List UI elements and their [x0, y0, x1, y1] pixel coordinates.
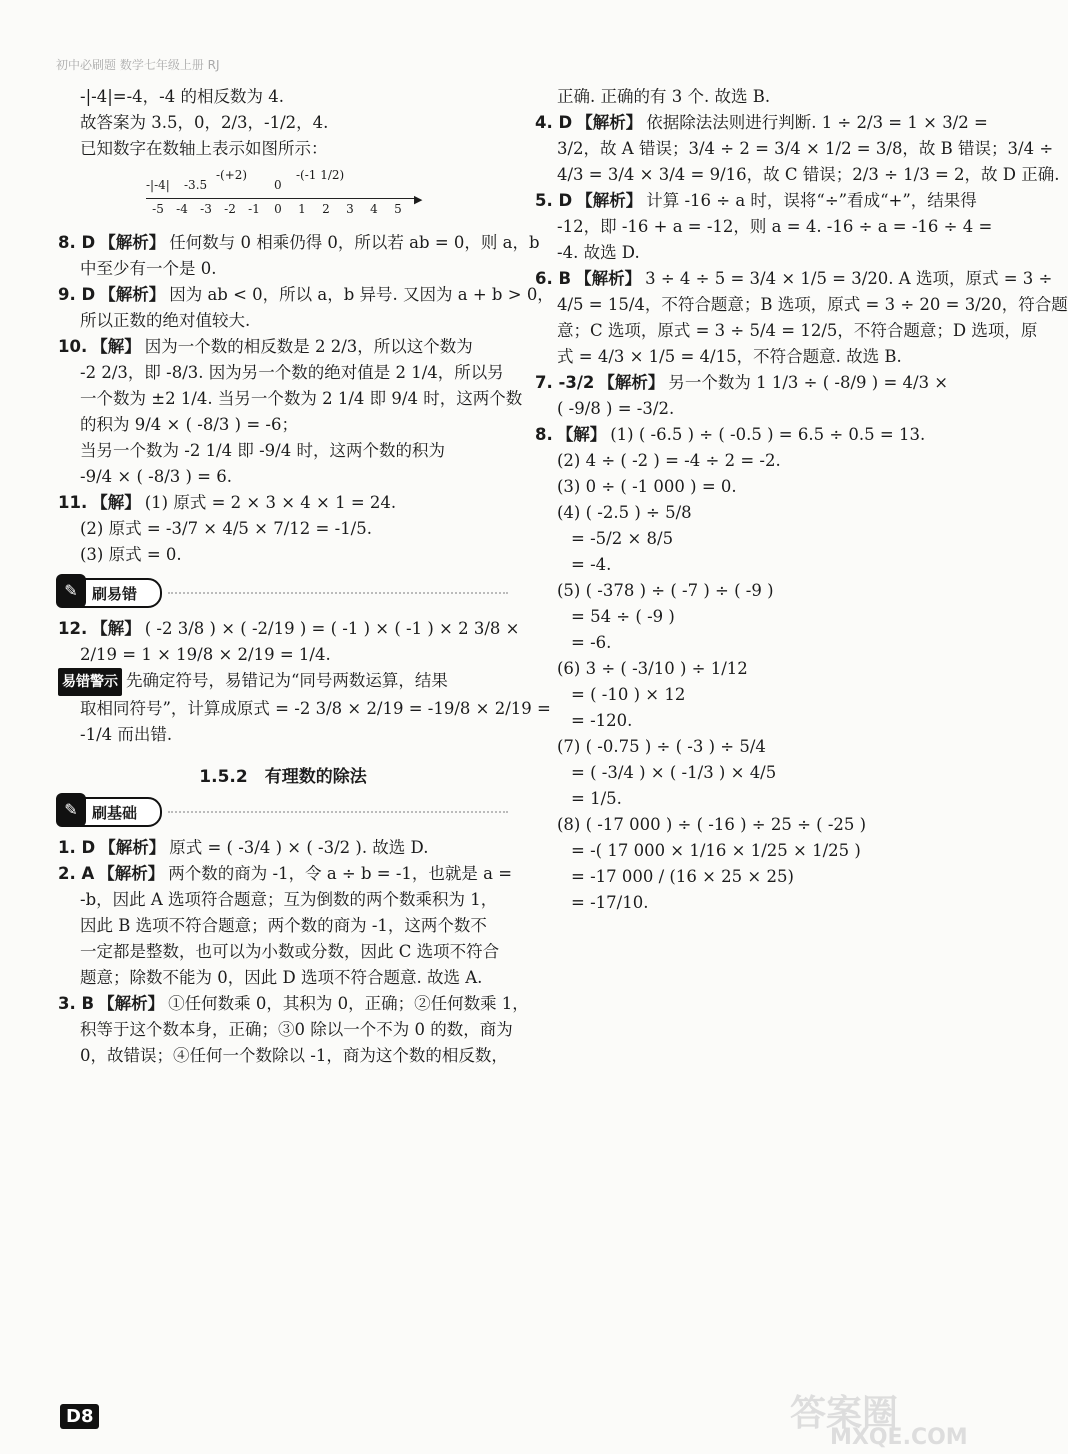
- text-line: (3) 0 ÷ ( -1 000 ) = 0.: [557, 477, 737, 496]
- number-line-tick: 4: [370, 202, 378, 216]
- question-line: [58, 490, 508, 516]
- text-line: ( -9/8 ) = -3/2.: [557, 399, 675, 418]
- answer-text: ( -2 3/8 ) × ( -2/19 ) = ( -1 ) × ( -1 ) × 2 3/8 ×: [144, 619, 520, 638]
- banner-label: 刷易错: [92, 585, 138, 603]
- question-line: [58, 991, 529, 1017]
- text-line: -12，即 -16 + a = -12，则 a = 4. -16 ÷ a = -16 ÷ 4 =: [557, 217, 993, 236]
- watermark-logo: 答案圈: [790, 1393, 899, 1434]
- answer-tag: 【解析】: [575, 269, 642, 288]
- question-line: [58, 616, 520, 642]
- text-line: 一定都是整数，也可以为小数或分数，因此 C 选项不符合: [80, 942, 500, 961]
- answer-tag: 【解析】: [98, 864, 165, 883]
- brush-icon: ✎: [56, 793, 86, 827]
- number-line-tick: 2: [322, 202, 330, 216]
- answer-text: 3 ÷ 4 ÷ 5 = 3/4 × 1/5 = 3/20. A 选项，原式 = 3 ÷: [645, 269, 1053, 288]
- question-number: 10.: [58, 337, 88, 356]
- answer-tag: 【解析】: [98, 994, 165, 1013]
- answer-text: 因为 ab < 0，所以 a，b 异号. 又因为 a + b > 0，: [169, 285, 554, 304]
- text-line: (8) ( -17 000 ) ÷ ( -16 ) ÷ 25 ÷ ( -25 ): [557, 815, 867, 834]
- answer-tag: 【解析】: [576, 113, 643, 132]
- text-line: 4/5 = 15/4，不符合题意；B 选项，原式 = 3 ÷ 20 = 3/20，符合题: [557, 295, 1068, 314]
- answer-text: (1) 原式 = 2 × 3 × 4 × 1 = 24.: [144, 493, 397, 512]
- question-number: 8. D: [58, 233, 96, 252]
- number-line-label: -(+2): [216, 168, 248, 182]
- answer-text: 两个数的商为 -1，令 a ÷ b = -1，也就是 a =: [168, 864, 513, 883]
- text-line: 一个数为 ±2 1/4. 当另一个数为 2 1/4 即 9/4 时，这两个数: [80, 389, 523, 408]
- question-number: 7. -3/2: [535, 373, 595, 392]
- answer-tag: 【解】: [91, 493, 141, 512]
- answer-text: 因为一个数的相反数是 2 2/3，所以这个数为: [144, 337, 473, 356]
- text-line: = -6.: [571, 633, 612, 652]
- question-number: 3. B: [58, 994, 95, 1013]
- answer-text: 任何数与 0 相乘仍得 0，所以若 ab = 0，则 a，b: [169, 233, 540, 252]
- answer-tag: 【解】: [556, 425, 607, 444]
- question-number: 2. A: [58, 864, 95, 883]
- text-line: = -17/10.: [571, 893, 649, 912]
- answer-tag: 【解析】: [576, 191, 643, 210]
- answer-tag: 【解析】: [598, 373, 665, 392]
- watermark-url: MXQE.COM: [830, 1425, 968, 1450]
- text-line: 所以正数的绝对值较大.: [80, 311, 251, 330]
- banner-divider: [168, 592, 508, 594]
- answer-text: 原式 = ( -3/4 ) × ( -3/2 ). 故选 D.: [169, 838, 429, 857]
- question-number: 1. D: [58, 838, 96, 857]
- answer-text: 计算 -16 ÷ a 时，误将“÷”看成“+”，结果得: [646, 191, 977, 210]
- question-line: [58, 835, 508, 861]
- text-line: 式 = 4/3 × 1/5 = 4/15，不符合题意. 故选 B.: [557, 347, 902, 366]
- text-line: = ( -10 ) × 12: [571, 685, 686, 704]
- number-line-label: 0: [274, 178, 282, 192]
- axis-arrow-icon: ▶: [414, 193, 423, 206]
- question-line: [58, 230, 540, 256]
- question-line: [58, 861, 513, 887]
- warning-badge: 易错警示: [58, 668, 122, 696]
- question-number: 8.: [535, 425, 553, 444]
- answer-text: 依据除法法则进行判断. 1 ÷ 2/3 = 1 × 3/2 =: [646, 113, 988, 132]
- answer-tag: 【解析】: [99, 233, 166, 252]
- number-line-label: -3.5: [184, 178, 208, 192]
- answer-tag: 【解析】: [99, 838, 166, 857]
- answer-text: 另一个数为 1 1/3 ÷ ( -8/9 ) = 4/3 ×: [668, 373, 949, 392]
- text-line: = -5/2 × 8/5: [571, 529, 674, 548]
- number-line-tick: 3: [346, 202, 354, 216]
- number-line-tick: 1: [298, 202, 306, 216]
- text-line: 当另一个数为 -2 1/4 即 -9/4 时，这两个数的积为: [80, 441, 445, 460]
- answer-tag: 【解】: [91, 337, 141, 356]
- question-line: [535, 422, 975, 448]
- number-line-tick: -1: [248, 202, 260, 216]
- text-line: = -4.: [571, 555, 612, 574]
- text-line: = 54 ÷ ( -9 ): [571, 607, 675, 626]
- question-number: 5. D: [535, 191, 573, 210]
- text-line: (3) 原式 = 0.: [80, 545, 182, 564]
- text-line: = ( -3/4 ) × ( -1/3 ) × 4/5: [571, 763, 777, 782]
- text-line: = -17 000 / (16 × 25 × 25): [571, 867, 794, 886]
- banner-pill: [58, 578, 162, 608]
- question-line: [535, 188, 975, 214]
- text-line: -b，因此 A 选项符合题意；互为倒数的两个数乘积为 1，: [80, 890, 498, 909]
- question-line: [535, 370, 975, 396]
- text-line: 题意；除数不能为 0，因此 D 选项不符合题意. 故选 A.: [80, 968, 483, 987]
- text-line: 正确. 正确的有 3 个. 故选 B.: [557, 87, 771, 106]
- question-number: 6. B: [535, 269, 572, 288]
- number-line: [146, 168, 426, 224]
- text-line: (7) ( -0.75 ) ÷ ( -3 ) ÷ 5/4: [557, 737, 766, 756]
- question-line: [58, 282, 554, 308]
- number-line-label: -|-4|: [146, 178, 170, 192]
- number-line-tick: 0: [274, 202, 282, 216]
- text-line: (4) ( -2.5 ) ÷ 5/8: [557, 503, 692, 522]
- text-line: 意；C 选项，原式 = 3 ÷ 5/4 = 12/5，不符合题意；D 选项，原: [557, 321, 1038, 340]
- text-line: -2 2/3，即 -8/3. 因为另一个数的绝对值是 2 1/4，所以另: [80, 363, 504, 382]
- running-header: 初中必刷题 数学七年级上册 RJ: [56, 58, 220, 72]
- number-line-label: -(-1 1/2): [296, 168, 345, 182]
- question-number: 4. D: [535, 113, 573, 132]
- question-line: [535, 266, 1053, 292]
- text-line: 4/3 = 3/4 × 3/4 = 9/16，故 C 错误；2/3 ÷ 1/3 = 2，故 D 正确.: [557, 165, 1060, 184]
- text-line: = -( 17 000 × 1/16 × 1/25 × 1/25 ): [571, 841, 861, 860]
- page-number: D8: [60, 1404, 99, 1429]
- warning-line: [58, 668, 508, 696]
- text-line: 因此 B 选项不符合题意；两个数的商为 -1，这两个数不: [80, 916, 487, 935]
- question-line: [58, 334, 508, 360]
- text-line: (2) 4 ÷ ( -2 ) = -4 ÷ 2 = -2.: [557, 451, 781, 470]
- text-line: (2) 原式 = -3/7 × 4/5 × 7/12 = -1/5.: [80, 519, 372, 538]
- answer-text: ①任何数乘 0，其积为 0，正确；②任何数乘 1，: [168, 994, 529, 1013]
- number-line-axis: [146, 198, 416, 199]
- number-line-tick: -5: [152, 202, 164, 216]
- number-line-tick: -3: [200, 202, 212, 216]
- number-line-tick: 5: [394, 202, 402, 216]
- text-line: 2/19 = 1 × 19/8 × 2/19 = 1/4.: [80, 645, 331, 664]
- question-number: 12.: [58, 619, 88, 638]
- section-title: 1.5.2 有理数的除法: [199, 767, 367, 787]
- question-line: [535, 110, 988, 136]
- banner-divider: [168, 811, 508, 813]
- answer-text: (1) ( -6.5 ) ÷ ( -0.5 ) = 6.5 ÷ 0.5 = 13.: [610, 425, 926, 444]
- warning-text: 先确定符号，易错记为“同号两数运算，结果: [126, 671, 448, 690]
- right-column: [535, 84, 1068, 916]
- text-line: -9/4 × ( -8/3 ) = 6.: [80, 467, 232, 486]
- text-line: (6) 3 ÷ ( -3/10 ) ÷ 1/12: [557, 659, 748, 678]
- question-number: 11.: [58, 493, 88, 512]
- answer-tag: 【解析】: [99, 285, 166, 304]
- text-line: = 1/5.: [571, 789, 622, 808]
- text-line: -|-4|=-4，-4 的相反数为 4.: [80, 87, 284, 106]
- text-line: -1/4 而出错.: [80, 725, 173, 744]
- banner-label: 刷基础: [92, 804, 138, 822]
- text-line: = -120.: [571, 711, 633, 730]
- answer-tag: 【解】: [91, 619, 141, 638]
- banner-pill: [58, 797, 162, 827]
- text-line: 已知数字在数轴上表示如图所示：: [80, 139, 328, 158]
- text-line: 3/2，故 A 错误；3/4 ÷ 2 = 3/4 × 1/2 = 3/8，故 B 错误；3/4 ÷: [557, 139, 1054, 158]
- text-line: -4. 故选 D.: [557, 243, 640, 262]
- text-line: 中至少有一个是 0.: [80, 259, 217, 278]
- text-line: 0，故错误；④任何一个数除以 -1，商为这个数的相反数，: [80, 1046, 508, 1065]
- number-line-tick: -2: [224, 202, 236, 216]
- text-line: 取相同符号”，计算成原式 = -2 3/8 × 2/19 = -19/8 × 2/19 =: [80, 699, 551, 718]
- practice-banner: [58, 795, 508, 827]
- practice-banner: [58, 576, 508, 608]
- text-line: 故答案为 3.5，0，2/3，-1/2，4.: [80, 113, 329, 132]
- question-number: 9. D: [58, 285, 96, 304]
- text-line: (5) ( -378 ) ÷ ( -7 ) ÷ ( -9 ): [557, 581, 774, 600]
- text-line: 积等于这个数本身，正确；③0 除以一个不为 0 的数，商为: [80, 1020, 513, 1039]
- number-line-tick: -4: [176, 202, 188, 216]
- brush-icon: ✎: [56, 574, 86, 608]
- text-line: 的积为 9/4 × ( -8/3 ) = -6；: [80, 415, 298, 434]
